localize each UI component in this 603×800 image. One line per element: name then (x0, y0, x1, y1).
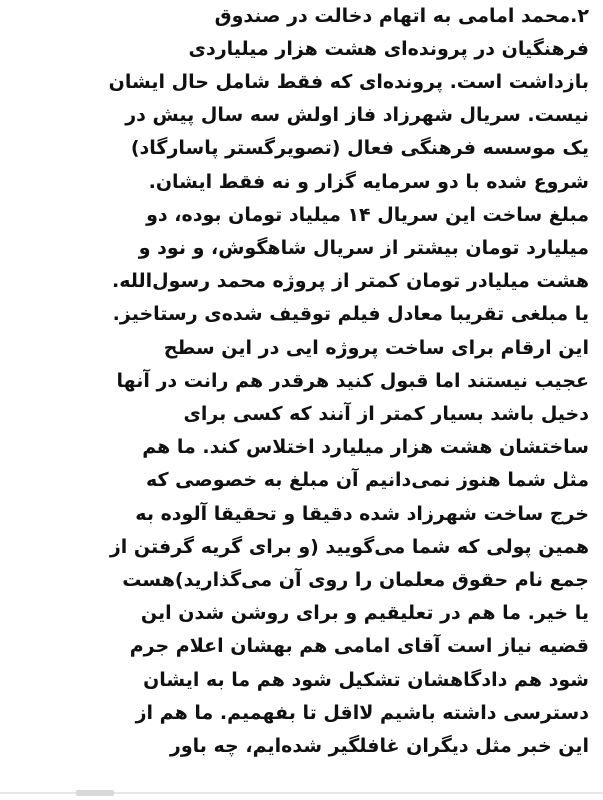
text-line: ۲.محمد امامی به اتهام دخالت در صندوق (214, 5, 589, 27)
text-line: دخیل باشد بسیار کمتر از آنند که کسی برای (183, 403, 589, 425)
text-line: عجیب نیستند اما قبول کنید هرقدر هم رانت در آنها (116, 370, 589, 392)
text-line: قضیه نیاز است آقای امامی هم بهشان اعلام جرم (129, 635, 589, 657)
text-line: یا خیر. ما هم در تعلیقیم و برای روشن شدن این (140, 602, 589, 624)
bottom-edge-mark (76, 790, 114, 796)
text-line: شود هم دادگاهشان تشکیل شود هم ما به ایشان (143, 669, 589, 691)
text-line: میلیارد تومان بیشتر از سریال شاهگوش، و نود و (138, 237, 589, 259)
text-line: شروع شده با دو سرمایه گزار و نه فقط ایشان. (148, 171, 589, 193)
text-line: مبلغ ساخت این سریال ۱۴ میلیاد تومان بوده، دو (146, 204, 589, 226)
text-line: بازداشت است. پرونده‌ای که فقط شامل حال ایشان (108, 71, 589, 93)
text-line: یک موسسه فرهنگی فعال (تصویرگستر پاسارگاد) (130, 137, 589, 159)
text-line: ساختشان هشت هزار میلیارد اختلاس کند. ما هم (142, 436, 589, 458)
text-line: دسترسی داشته باشیم لااقل تا بفهمیم. ما هم از (135, 702, 589, 724)
text-line: همین پولی که شما می‌گویید (و برای گریه گرفتن از (109, 536, 589, 558)
text-line: این خبر مثل دیگران غافلگیر شده‌ایم، چه باور (169, 735, 589, 757)
text-line: فرهنگیان در پرونده‌ای هشت هزار میلیاردی (188, 38, 589, 60)
text-line: نیست. سریال شهرزاد فاز اولش سه سال پیش در (125, 104, 589, 126)
text-line: یا مبلغی تقریبا معادل فیلم توقیف شده‌ی رستاخیز. (112, 303, 589, 325)
text-line: خرج ساخت شهرزاد شده دقیقا و تحقیقا آلوده به (135, 503, 589, 525)
text-line: جمع نام حقوق معلمان را روی آن می‌گذارید)هست (122, 569, 589, 591)
text-line: هشت میلیادر تومان کمتر از پروژه محمد رسول‌الله. (111, 270, 589, 292)
text-line: مثل شما هنوز نمی‌دانیم آن مبلغ به خصوصی که (145, 469, 589, 491)
text-line: این ارقام برای ساخت پروژه ایی در این سطح (163, 337, 589, 359)
